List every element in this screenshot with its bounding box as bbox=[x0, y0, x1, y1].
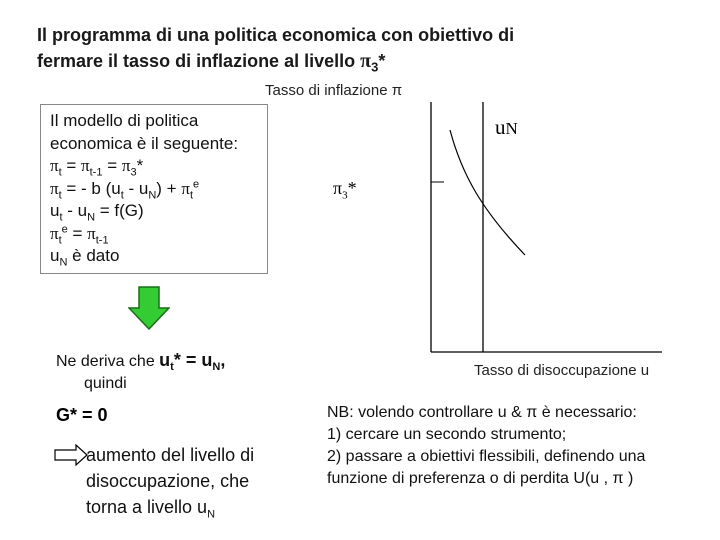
nb-line-1: NB: volendo controllare u & π è necessario: bbox=[327, 404, 637, 421]
x-axis-label: Tasso di disoccupazione u bbox=[474, 362, 650, 379]
down-arrow-icon bbox=[128, 286, 170, 330]
equation-1: $\pi_t = \pi_{t-1} = \pi_3*$ bbox=[50, 156, 144, 179]
graph-axes bbox=[430, 100, 670, 360]
y-axis-label: Tasso di inflazione π bbox=[265, 82, 403, 99]
g-star: G* = 0 bbox=[56, 405, 108, 425]
title-line-2: fermare il tasso di inflazione al livello $\pi_3*$ bbox=[37, 50, 386, 75]
model-text bbox=[50, 110, 238, 268]
conclusion-line-3: torna a livello $u_N$ bbox=[86, 497, 216, 521]
equation-2: $\pi_t$ = - b $(u_t - u_N) + \pi_t^e$ bbox=[50, 177, 200, 201]
page-title bbox=[37, 22, 677, 74]
pi-symbol: π bbox=[360, 50, 372, 72]
nb-line-4: funzione di preferenza o di perdita U(u , π ) bbox=[327, 470, 634, 487]
nb-note bbox=[327, 402, 645, 490]
derive-line-1: Ne deriva che $u_t* = u_N$, bbox=[56, 350, 226, 374]
equation-5: $u_N$ è dato bbox=[50, 246, 120, 269]
equation-4: $\pi_t^e = \pi_{t-1}$ bbox=[50, 222, 109, 246]
model-intro-2: economica è il seguente: bbox=[50, 133, 239, 153]
pi3-label: $\pi_3*$ bbox=[333, 178, 357, 202]
model-intro-1: Il modello di politica bbox=[50, 111, 199, 130]
un-label: uN bbox=[495, 115, 518, 139]
conclusion-text bbox=[86, 442, 254, 520]
phillips-curve bbox=[450, 130, 525, 255]
conclusion-line-2: disoccupazione, che bbox=[86, 471, 250, 491]
implication-arrow-icon bbox=[54, 444, 88, 466]
derive-line-2: quindi bbox=[84, 375, 127, 392]
derive-text bbox=[56, 349, 225, 395]
title-line-1: Il programma di una politica economica con obiettivo di bbox=[37, 25, 515, 45]
nb-line-3: 2) passare a obiettivi flessibili, definendo una bbox=[327, 448, 646, 465]
equation-3: $u_t - u_N = f(G)$ bbox=[50, 201, 144, 224]
conclusion-line-1: aumento del livello di bbox=[86, 445, 255, 465]
nb-line-2: 1) cercare un secondo strumento; bbox=[327, 426, 567, 443]
